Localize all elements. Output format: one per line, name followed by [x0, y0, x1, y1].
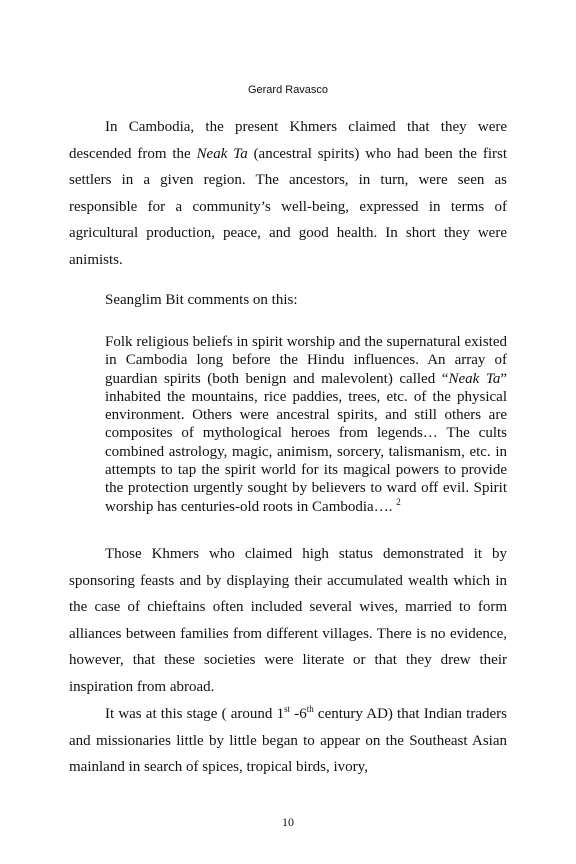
- paragraph-text: It was at this stage ( around 1: [105, 706, 285, 722]
- quote-text: Folk religious beliefs in spirit worship and the supernatural existed in Cambodia long before the Hindu influences. An array of guardian spirits (both benign and malevolent) called “: [105, 334, 507, 387]
- paragraph-cambodia: [69, 114, 507, 274]
- paragraph-indian-traders: [69, 701, 507, 781]
- paragraph-text: century AD) that Indian traders and missionaries little by little began to appear on the Southeast Asian mainland in search of spices, tropical birds, ivory,: [69, 706, 507, 776]
- paragraph-text: (ancestral spirits) who had been the first settlers in a given region. The ancestors, in turn, were seen as responsible for a community’s well-being, expressed in terms of agricultural production, peace, and good health. In short they were animists.: [69, 145, 507, 268]
- paragraph-text: -6: [290, 706, 307, 722]
- running-header: Gerard Ravasco: [247, 84, 329, 96]
- quote-intro: Seanglim Bit comments on this:: [105, 292, 298, 308]
- paragraph-text: In Cambodia, the present Khmers claimed that they were descended from the: [69, 119, 507, 162]
- paragraph-khmers-status: Those Khmers who claimed high status demonstrated it by sponsoring feasts and by displaying their accumulated wealth which in the case of chieftains often included several wives, married to form alliances between families from different villages. There is no evidence, however, that these societies were literate or that they drew their inspiration from abroad.: [69, 546, 507, 695]
- ordinal-suffix: th: [306, 704, 314, 714]
- ordinal-suffix: st: [284, 704, 291, 714]
- italic-term: Neak Ta: [448, 370, 501, 387]
- block-quote: [105, 333, 507, 516]
- footnote-marker: 2: [396, 496, 401, 507]
- italic-term: Neak Ta: [196, 145, 248, 162]
- quote-text: ” inhabited the mountains, rice paddies, trees, etc. of the physical environment. Others were ancestral spirits, and still others are composites of mythological heroes from legends… The cults combined astrology, magic, animism, sorcery, talismanism, etc. in attempts to tap the spirit world for its magical powers to provide the protection urgently sought by believers to ward off evil. Spirit worship has centuries-old roots in Cambodia….: [105, 370, 507, 515]
- page-number: 10: [282, 815, 294, 829]
